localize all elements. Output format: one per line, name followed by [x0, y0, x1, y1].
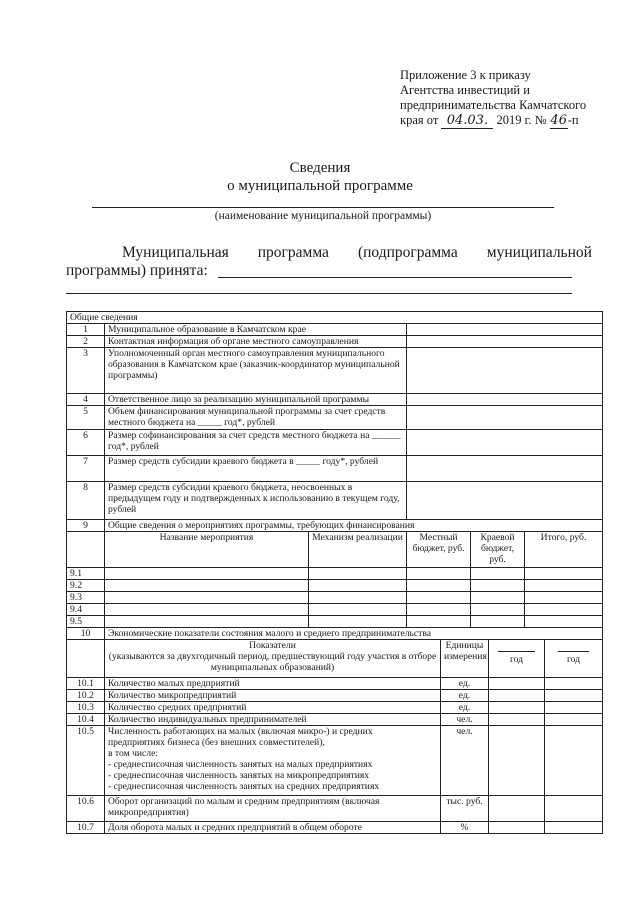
employees-line-3: в том числе: — [108, 748, 159, 759]
general-header-row — [67, 312, 603, 324]
indicator-year-1 — [489, 702, 545, 714]
row-number: 6 — [67, 430, 105, 456]
row-number: 3 — [67, 348, 105, 394]
indicator-unit: ед. — [441, 678, 489, 690]
year-1-label: год — [509, 654, 524, 665]
row-value — [407, 336, 603, 348]
indicator-row — [67, 714, 603, 726]
row-number: 4 — [67, 394, 105, 406]
row-number: 9.3 — [67, 592, 105, 604]
row-label: Ответственное лицо за реализацию муниципальной программы — [105, 394, 407, 406]
indicator-year-1 — [489, 678, 545, 690]
section-9-title: Общие сведения о мероприятиях программы, требующих финансирования — [105, 520, 603, 532]
row-number: 10.2 — [67, 690, 105, 702]
adopted-fill-line-1 — [218, 277, 572, 278]
row-label: Контактная информация об органе местного самоуправления — [105, 336, 407, 348]
employees-line-6: - среднесписочная численность занятых на средних предприятиях — [108, 781, 380, 792]
row-number: 8 — [67, 482, 105, 520]
row-number: 10.6 — [67, 796, 105, 822]
section-10-row — [67, 628, 603, 640]
event-cell — [525, 592, 603, 604]
event-cell — [407, 592, 471, 604]
indicators-year-1-header — [489, 640, 545, 678]
indicator-row — [67, 690, 603, 702]
indicator-label: Количество малых предприятий — [105, 678, 441, 690]
indicators-header-row — [67, 640, 603, 678]
appendix-line-3: предпринимательства Камчатского — [400, 98, 587, 112]
event-cell — [105, 604, 309, 616]
indicator-year-2 — [545, 796, 603, 822]
handwritten-date: 04.03. — [441, 113, 493, 129]
row-number: 10.4 — [67, 714, 105, 726]
indicators-header-empty — [67, 640, 105, 678]
employees-line-2: предприятиях бизнеса (без внешних совместителей), — [108, 737, 325, 748]
event-cell — [105, 568, 309, 580]
row-number: 10 — [67, 628, 105, 640]
row-number: 1 — [67, 324, 105, 336]
event-cell — [525, 616, 603, 628]
event-cell — [309, 604, 407, 616]
event-cell — [407, 568, 471, 580]
indicator-year-2 — [545, 690, 603, 702]
table-row — [67, 482, 603, 520]
row-number: 9.5 — [67, 616, 105, 628]
program-name-caption: (наименование муниципальной программы) — [214, 210, 432, 222]
table-row — [67, 430, 603, 456]
indicator-year-2 — [545, 822, 603, 834]
row-label: Муниципальное образование в Камчатском крае — [105, 324, 407, 336]
row-number: 7 — [67, 456, 105, 482]
indicator-year-1 — [489, 822, 545, 834]
year-blank-line — [558, 651, 589, 652]
event-row — [67, 604, 603, 616]
event-cell — [407, 616, 471, 628]
event-cell — [471, 568, 525, 580]
event-cell — [407, 604, 471, 616]
row-value — [407, 456, 603, 482]
table-row — [67, 456, 603, 482]
indicator-row — [67, 702, 603, 714]
row-value — [407, 482, 603, 520]
indicator-row-employees — [67, 726, 603, 796]
row-number: 9.2 — [67, 580, 105, 592]
appendix-date-prefix: края от — [400, 113, 439, 127]
event-row — [67, 568, 603, 580]
row-label: Размер софинансирования за счет средств местного бюджета на ______ год*, рублей — [105, 430, 407, 456]
table-row — [67, 336, 603, 348]
events-header-empty — [67, 532, 105, 568]
row-value — [407, 394, 603, 406]
event-cell — [471, 580, 525, 592]
indicator-label: Оборот организаций по малым и средним предприятиям (включая микропредприятия) — [105, 796, 441, 822]
indicator-label: Количество микропредприятий — [105, 690, 441, 702]
indicator-year-2 — [545, 702, 603, 714]
event-cell — [471, 592, 525, 604]
row-number: 10.5 — [67, 726, 105, 796]
indicator-label: Доля оборота малых и средних предприятий в общем обороте — [105, 822, 441, 834]
table-row — [67, 324, 603, 336]
employees-line-4: - среднесписочная численность занятых на малых предприятиях — [108, 759, 373, 770]
indicator-unit: ед. — [441, 690, 489, 702]
adopted-word-2: программа — [257, 244, 329, 261]
indicator-year-2 — [545, 714, 603, 726]
indicator-year-1 — [489, 726, 545, 796]
program-info-table — [66, 311, 603, 834]
appendix-line-2: Агентства инвестиций и — [400, 83, 530, 97]
indicator-row — [67, 796, 603, 822]
event-cell — [105, 592, 309, 604]
adopted-word-3: (подпрограмма — [357, 244, 458, 261]
row-number: 9.1 — [67, 568, 105, 580]
events-header-total: Итого, руб. — [525, 532, 603, 568]
event-cell — [407, 580, 471, 592]
event-cell — [525, 604, 603, 616]
row-number: 5 — [67, 406, 105, 430]
indicator-year-1 — [489, 690, 545, 702]
event-row — [67, 580, 603, 592]
indicator-year-2 — [545, 678, 603, 690]
events-header-local-budget: Местный бюджет, руб. — [407, 532, 471, 568]
indicator-row — [67, 822, 603, 834]
appendix-line-4 — [400, 113, 586, 129]
appendix-header — [400, 68, 586, 129]
indicators-header-title — [105, 640, 441, 678]
event-cell — [309, 580, 407, 592]
row-label: Размер средств субсидии краевого бюджета в _____ году*, рублей — [105, 456, 407, 482]
row-number: 9.4 — [67, 604, 105, 616]
page-title: Сведения — [289, 160, 351, 176]
adopted-word-4: муниципальной — [486, 244, 592, 261]
event-cell — [105, 616, 309, 628]
row-label: Уполномоченный орган местного самоуправления муниципального образования в Камчатском крае (заказчик-координатор муниципальной программы) — [105, 348, 407, 394]
row-number: 9 — [67, 520, 105, 532]
indicators-year-2-header — [545, 640, 603, 678]
section-9-row — [67, 520, 603, 532]
row-value — [407, 324, 603, 336]
employees-line-1: Численность работающих на малых (включая микро-) и средних — [108, 726, 373, 737]
table-row — [67, 348, 603, 394]
indicator-year-1 — [489, 714, 545, 726]
indicator-unit: ед. — [441, 702, 489, 714]
year-blank-line — [498, 651, 535, 652]
events-header-row — [67, 532, 603, 568]
adopted-word-1: Муниципальная — [122, 244, 229, 261]
handwritten-order-number: 46 — [550, 113, 567, 128]
event-cell — [105, 580, 309, 592]
event-cell — [309, 568, 407, 580]
event-cell — [525, 568, 603, 580]
row-value — [407, 430, 603, 456]
adopted-line-1 — [122, 243, 592, 263]
indicator-year-1 — [489, 796, 545, 822]
events-header-mechanism: Механизм реализации — [309, 532, 407, 568]
indicator-row — [67, 678, 603, 690]
indicators-subtitle: (указываются за двухгодичный период, предшествующий году участия в отборе муниципальных образований) — [108, 651, 437, 673]
general-header: Общие сведения — [67, 312, 603, 324]
appendix-line-1: Приложение 3 к приказу — [400, 68, 531, 82]
row-value — [407, 406, 603, 430]
appendix-year: 2019 г. № — [496, 113, 547, 127]
indicators-units-header: Единицы измерения — [441, 640, 489, 678]
indicators-title: Показатели — [249, 640, 296, 651]
row-number: 10.1 — [67, 678, 105, 690]
event-cell — [309, 592, 407, 604]
event-cell — [471, 616, 525, 628]
row-value — [407, 348, 603, 394]
indicator-label — [105, 726, 441, 796]
row-number: 10.3 — [67, 702, 105, 714]
event-row — [67, 616, 603, 628]
section-10-title: Экономические показатели состояния малого и среднего предпринимательства — [105, 628, 603, 640]
indicator-label: Количество средних предприятий — [105, 702, 441, 714]
events-header-regional-budget: Краевой бюджет, руб. — [471, 532, 525, 568]
indicator-unit: чел. — [441, 714, 489, 726]
event-cell — [309, 616, 407, 628]
employees-line-5: - среднесписочная численность занятых на микропредприятиях — [108, 770, 370, 781]
event-cell — [525, 580, 603, 592]
indicator-label: Количество индивидуальных предпринимателей — [105, 714, 441, 726]
adopted-line-2: программы) принята: — [66, 262, 208, 279]
indicator-year-2 — [545, 726, 603, 796]
events-header-name: Название мероприятия — [105, 532, 309, 568]
indicator-unit: тыс. руб. — [441, 796, 489, 822]
indicator-unit: чел. — [441, 726, 489, 796]
row-label: Объем финансирования муниципальной программы за счет средств местного бюджета на _____ год*, рублей — [105, 406, 407, 430]
table-row — [67, 394, 603, 406]
year-2-label: год — [566, 654, 581, 665]
event-cell — [471, 604, 525, 616]
program-name-line — [92, 207, 554, 208]
page-subtitle: о муниципальной программе — [227, 178, 413, 194]
adopted-fill-line-2 — [66, 293, 572, 294]
table-row — [67, 406, 603, 430]
row-label: Размер средств субсидии краевого бюджета, неосвоенных в предыдущем году и подтвержденных к использованию в текущем году, рублей — [105, 482, 407, 520]
appendix-suffix: -п — [567, 113, 579, 127]
row-number: 10.7 — [67, 822, 105, 834]
row-number: 2 — [67, 336, 105, 348]
indicator-unit: % — [441, 822, 489, 834]
event-row — [67, 592, 603, 604]
